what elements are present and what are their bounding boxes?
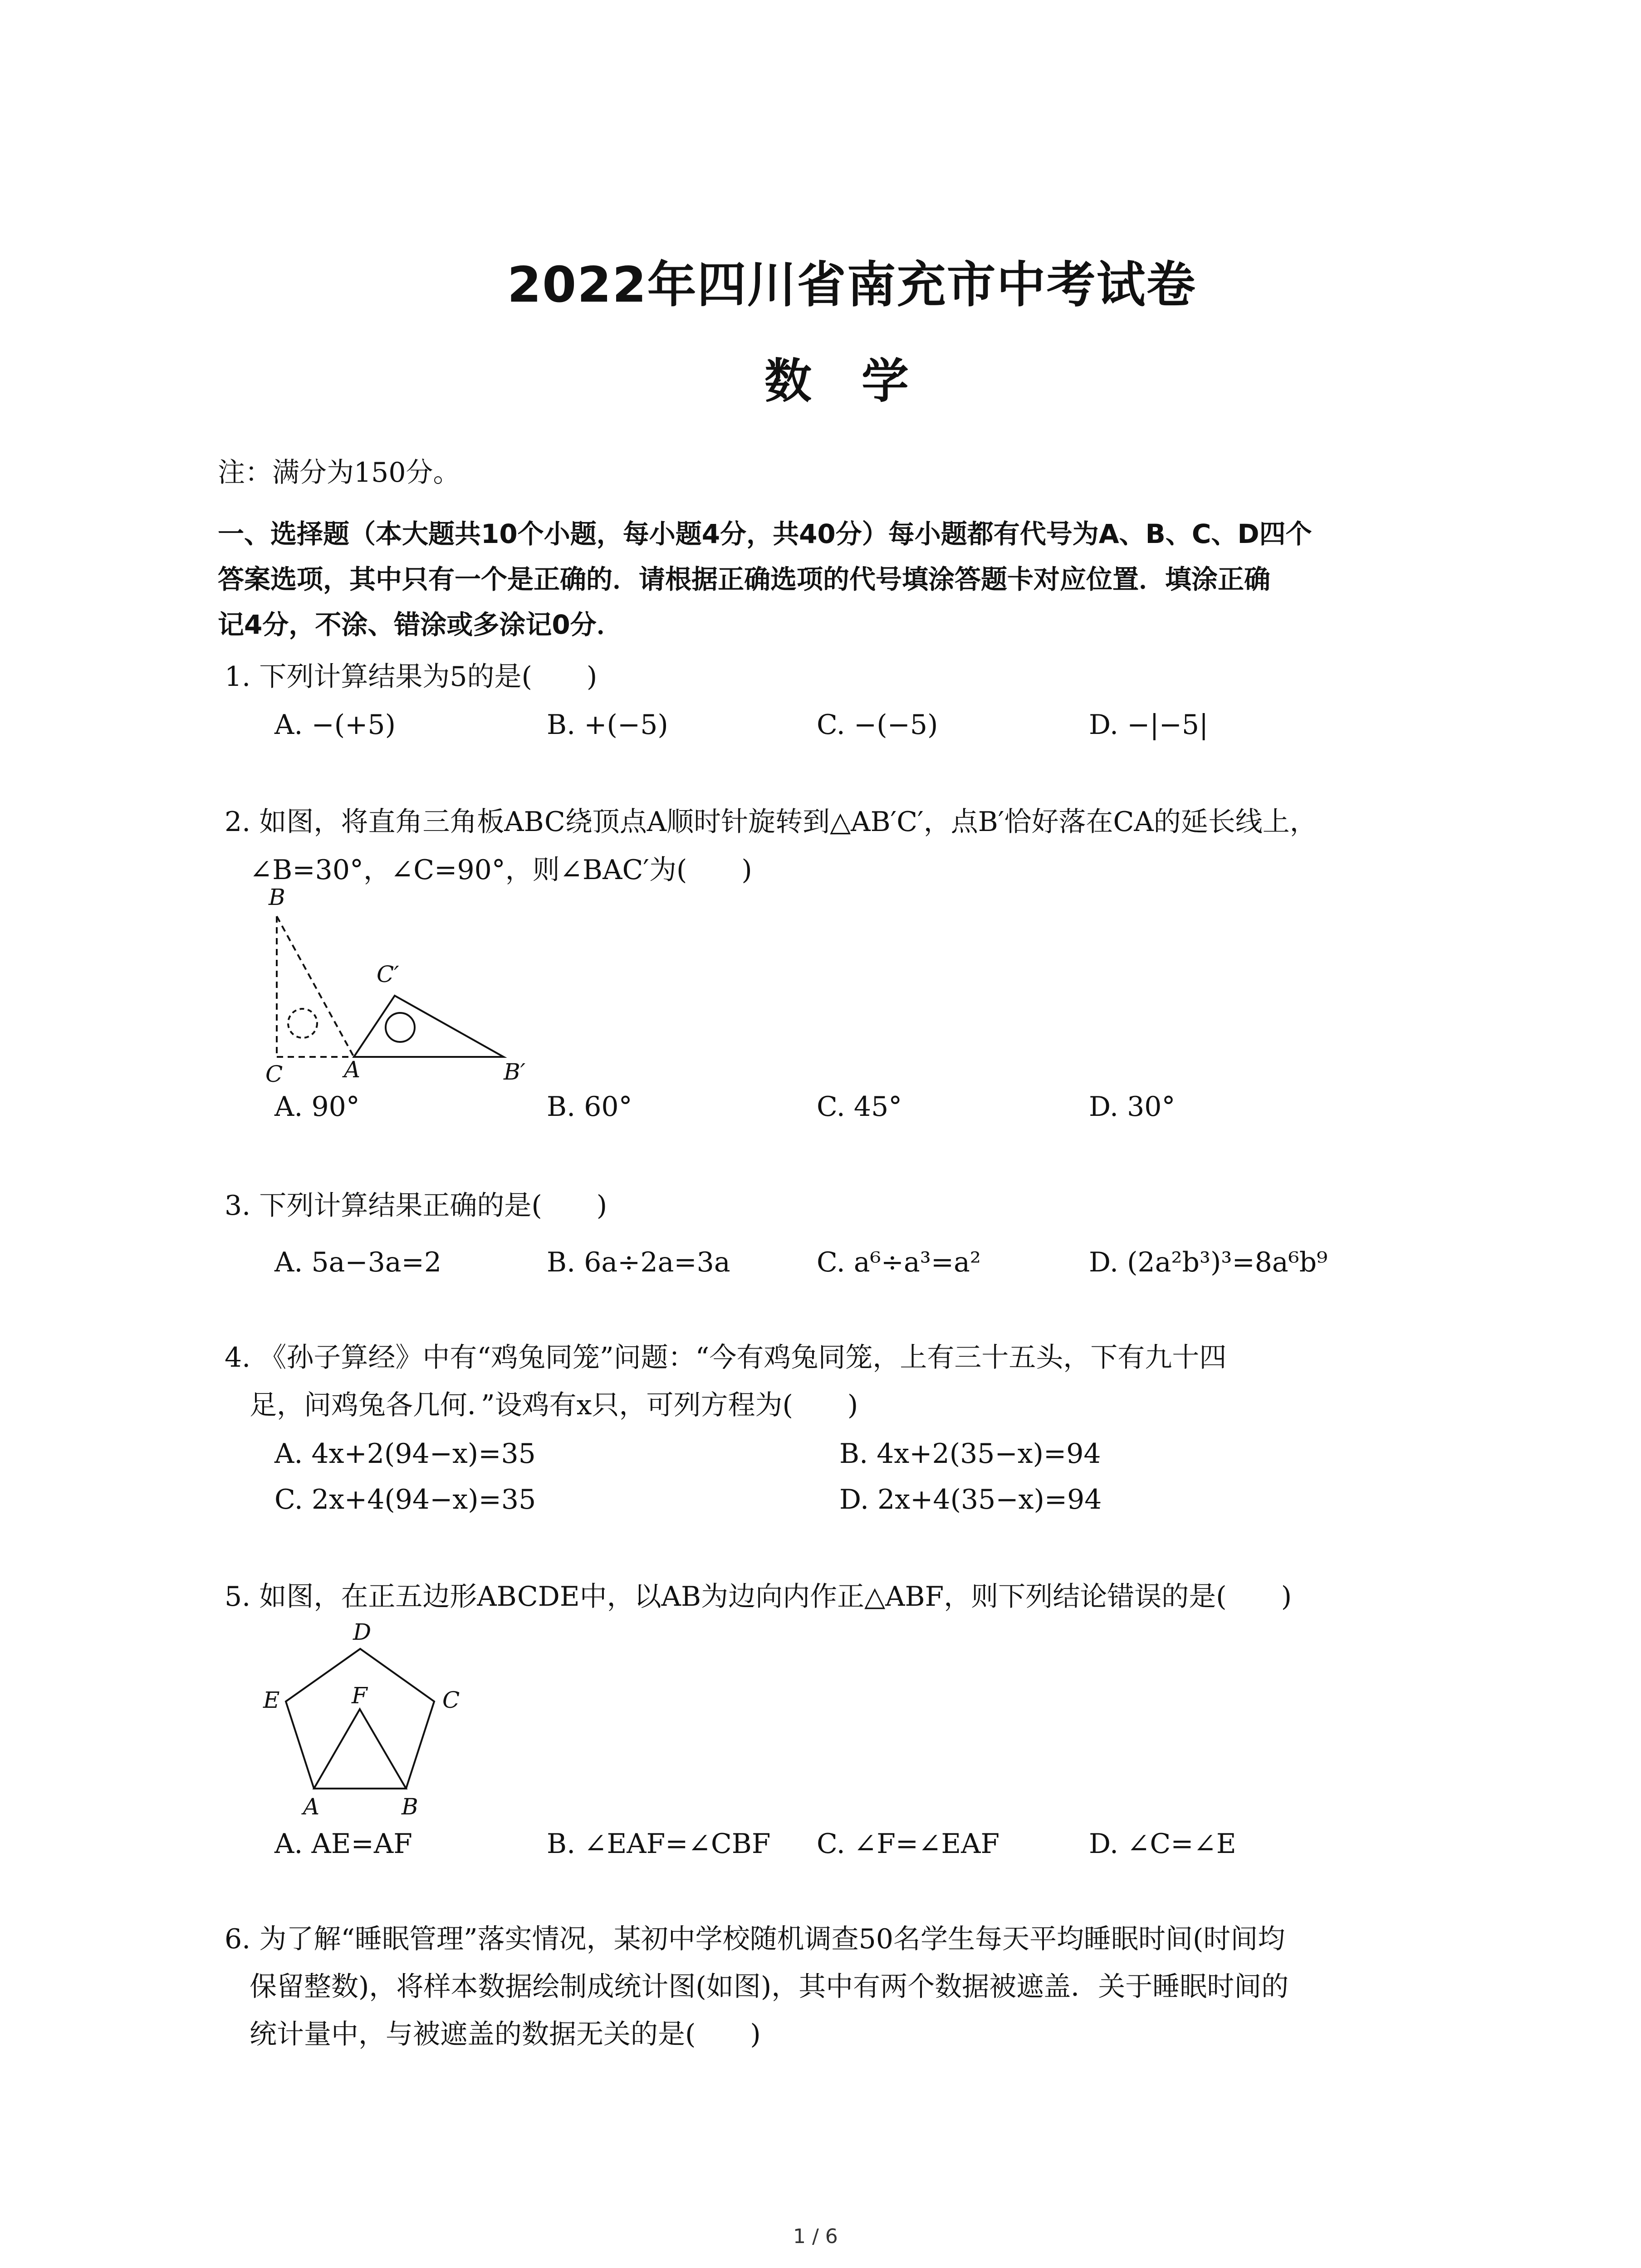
score-note: 注：满分为150分。	[218, 457, 460, 489]
question-2-stem-line-2: ∠B=30°，∠C=90°，则∠BAC′为( )	[250, 854, 752, 886]
question-2-option-d: D. 30°	[1089, 1091, 1176, 1123]
page-number: 1 / 6	[793, 2225, 838, 2248]
point-label-b: B	[402, 1794, 418, 1820]
question-5-option-b: B. ∠EAF=∠CBF	[547, 1828, 771, 1860]
question-3-option-d: D. (2a²b³)³=8a⁶b⁹	[1089, 1246, 1328, 1278]
point-label-c: C	[442, 1687, 460, 1713]
question-4-option-b: B. 4x+2(35−x)=94	[839, 1438, 1101, 1470]
point-label-b: B	[269, 884, 285, 910]
section-instruction-line-3: 记4分，不涂、错涂或多涂记0分．	[218, 609, 623, 640]
question-3-option-a: A. 5a−3a=2	[274, 1246, 442, 1278]
point-label-c-prime: C′	[377, 961, 399, 987]
question-4-stem-line-2: 足，问鸡兔各几何．”设鸡有x只，可列方程为( )	[250, 1389, 858, 1421]
question-4-stem-line-1: 4. 《孙子算经》中有“鸡兔同笼”问题：“今有鸡兔同笼，上有三十五头，下有九十四	[225, 1342, 1227, 1374]
section-instruction-line-2: 答案选项，其中只有一个是正确的．请根据正确选项的代号填涂答题卡对应位置．填涂正确	[218, 564, 1271, 595]
question-4-option-c: C. 2x+4(94−x)=35	[274, 1484, 536, 1515]
question-2-option-b: B. 60°	[547, 1091, 632, 1123]
question-5-pentagon-figure	[254, 1619, 526, 1839]
question-1-option-a: A. −(+5)	[274, 709, 396, 741]
point-label-a: A	[344, 1056, 361, 1083]
page-title: 2022年四川省南充市中考试卷	[507, 257, 1196, 313]
question-5-option-a: A. AE=AF	[274, 1828, 412, 1860]
question-2-option-c: C. 45°	[817, 1091, 902, 1123]
question-2-stem-line-1: 2. 如图，将直角三角板ABC绕顶点A顺时针旋转到△AB′C′，点B′恰好落在CA的延长线上，	[225, 806, 1317, 838]
point-label-c: C	[265, 1061, 283, 1087]
question-1-option-c: C. −(−5)	[817, 709, 938, 741]
question-4-option-d: D. 2x+4(35−x)=94	[839, 1484, 1102, 1515]
question-2-triangle-figure	[240, 885, 808, 1089]
question-3-option-c: C. a⁶÷a³=a²	[817, 1246, 981, 1278]
question-1-option-b: B. +(−5)	[547, 709, 668, 741]
point-label-a: A	[303, 1794, 320, 1820]
question-2-option-a: A. 90°	[274, 1091, 360, 1123]
section-instruction-line-1: 一、选择题（本大题共10个小题，每小题4分，共40分）每小题都有代号为A、B、C、D四个	[218, 518, 1312, 549]
point-label-e: E	[263, 1687, 280, 1713]
question-6-stem-line-1: 6. 为了解“睡眠管理”落实情况，某初中学校随机调查50名学生每天平均睡眠时间(时间均	[225, 1923, 1285, 1955]
question-6-stem-line-2: 保留整数)，将样本数据绘制成统计图(如图)，其中有两个数据被遮盖．关于睡眠时间的	[250, 1971, 1289, 2003]
point-label-b-prime: B′	[504, 1059, 526, 1085]
point-label-d: D	[353, 1619, 372, 1645]
point-label-f: F	[352, 1682, 367, 1709]
question-5-option-d: D. ∠C=∠E	[1089, 1828, 1236, 1860]
question-5-option-c: C. ∠F=∠EAF	[817, 1828, 1000, 1860]
question-3-stem: 3. 下列计算结果正确的是( )	[225, 1190, 607, 1222]
question-4-option-a: A. 4x+2(94−x)=35	[274, 1438, 536, 1470]
subject-title: 数学	[764, 353, 959, 409]
question-5-stem: 5. 如图，在正五边形ABCDE中，以AB为边向内作正△ABF，则下列结论错误的是( )	[225, 1581, 1292, 1613]
question-1-option-d: D. −|−5|	[1089, 709, 1209, 741]
question-1-stem: 1. 下列计算结果为5的是( )	[225, 661, 598, 693]
question-6-stem-line-3: 统计量中，与被遮盖的数据无关的是( )	[250, 2019, 761, 2050]
question-3-option-b: B. 6a÷2a=3a	[547, 1246, 730, 1278]
